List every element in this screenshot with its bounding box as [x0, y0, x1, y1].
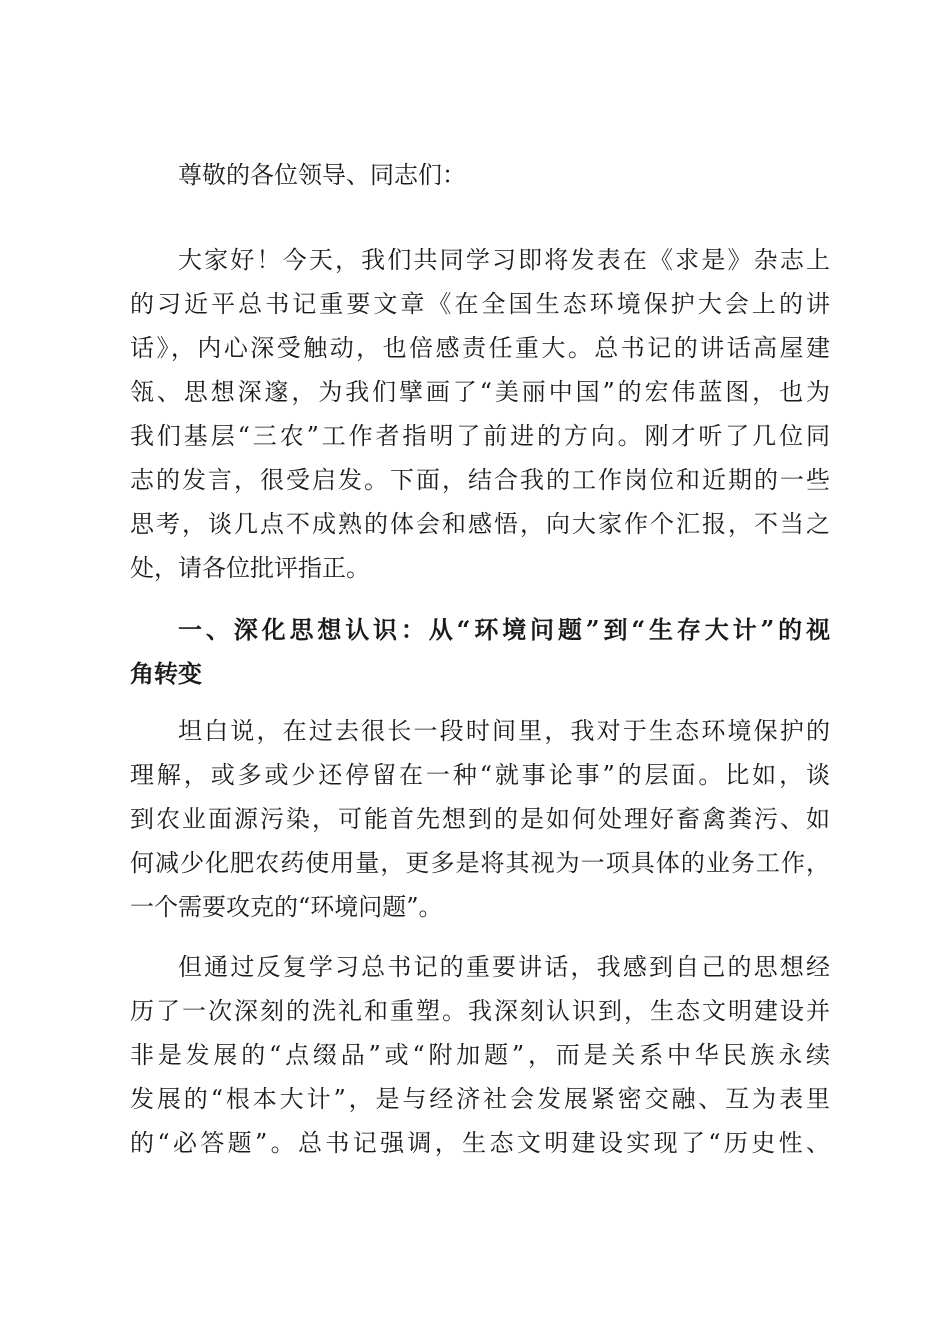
paragraph-line: 大家好！今天，我们共同学习即将发表在《求是》杂志上	[178, 246, 830, 274]
paragraph-line: 志的发言，很受启发。下面，结合我的工作岗位和近期的一些	[130, 466, 830, 494]
paragraph-line: 我们基层“三农”工作者指明了前进的方向。刚才听了几位同	[130, 422, 830, 450]
paragraph-line: 一个需要攻克的“环境问题”。	[130, 893, 443, 921]
paragraph-line: 的“必答题”。总书记强调，生态文明建设实现了“历史性、	[130, 1129, 830, 1157]
paragraph-line: 理解，或多或少还停留在一种“就事论事”的层面。比如，谈	[130, 761, 830, 789]
paragraph-line: 发展的“根本大计”，是与经济社会发展紧密交融、互为表里	[130, 1085, 830, 1113]
section-heading: 角转变	[130, 659, 202, 688]
salutation: 尊敬的各位领导、同志们：	[178, 161, 466, 189]
section-heading: 一、深化思想认识：从“环境问题”到“生存大计”的视	[178, 615, 830, 644]
paragraph-line: 思考，谈几点不成熟的体会和感悟，向大家作个汇报，不当之	[130, 510, 830, 538]
paragraph-line: 的习近平总书记重要文章《在全国生态环境保护大会上的讲	[130, 290, 830, 318]
paragraph-line: 历了一次深刻的洗礼和重塑。我深刻认识到，生态文明建设并	[130, 997, 830, 1025]
paragraph-line: 非是发展的“点缀品”或“附加题”，而是关系中华民族永续	[130, 1041, 830, 1069]
paragraph-line: 话》，内心深受触动，也倍感责任重大。总书记的讲话高屋建	[130, 334, 830, 362]
paragraph-line: 但通过反复学习总书记的重要讲话，我感到自己的思想经	[178, 953, 830, 981]
paragraph-line: 瓴、思想深邃，为我们擘画了“美丽中国”的宏伟蓝图，也为	[130, 378, 830, 406]
paragraph-line: 坦白说，在过去很长一段时间里，我对于生态环境保护的	[178, 717, 830, 745]
paragraph-line: 到农业面源污染，可能首先想到的是如何处理好畜禽粪污、如	[130, 805, 830, 833]
paragraph-line: 处，请各位批评指正。	[130, 554, 370, 582]
paragraph-line: 何减少化肥农药使用量，更多是将其视为一项具体的业务工作，	[130, 849, 830, 877]
